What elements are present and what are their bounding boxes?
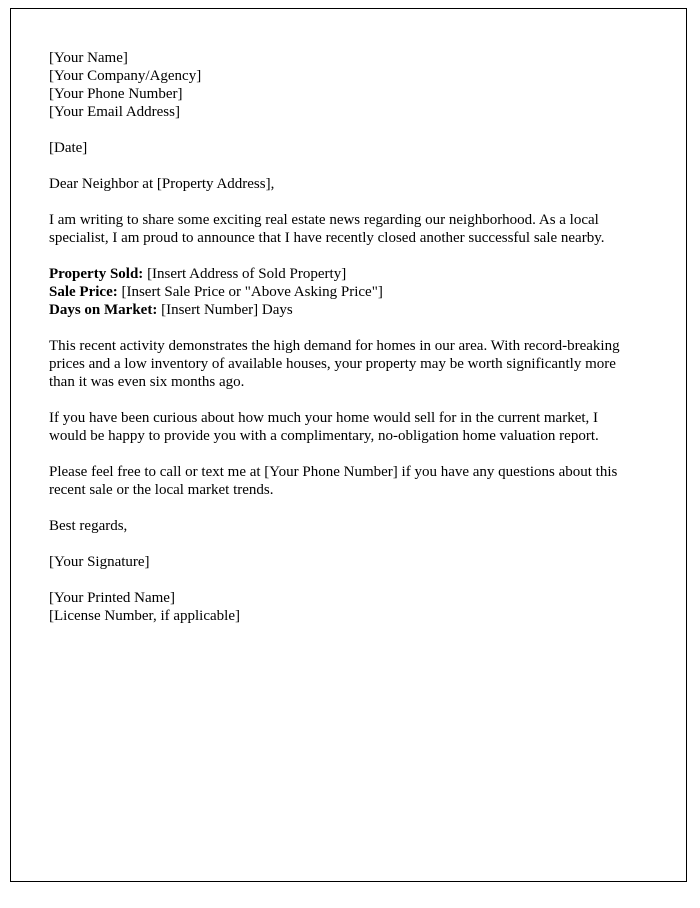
date-text: [Date] [49, 140, 88, 156]
sender-block [49, 49, 638, 121]
sale-details-block [49, 265, 638, 319]
paragraph-offer: If you have been curious about how much your home would sell for in the current market, I would be happy to provide you with a complimentary, no-obligation home valuation report. [49, 410, 599, 444]
detail-property-sold [49, 265, 638, 283]
sender-name: [Your Name] [49, 50, 128, 66]
printed-name: [Your Printed Name] [49, 590, 175, 606]
detail-sale-price-label: Sale Price: [49, 284, 118, 300]
license-number: [License Number, if applicable] [49, 608, 240, 624]
salutation-line [49, 175, 638, 193]
letter-page [10, 8, 687, 882]
detail-property-sold-label: Property Sold: [49, 266, 144, 282]
detail-property-sold-value: [Insert Address of Sold Property] [143, 266, 347, 282]
paragraph-contact: Please feel free to call or text me at [Your Phone Number] if you have any questions about this recent sale or the local market trends. [49, 464, 618, 498]
closing-text: Best regards, [49, 518, 128, 534]
sender-company: [Your Company/Agency] [49, 68, 202, 84]
signature-text: [Your Signature] [49, 554, 150, 570]
date-line [49, 139, 638, 157]
paragraph-intro: I am writing to share some exciting real estate news regarding our neighborhood. As a local specialist, I am proud to announce that I have recently closed another successful sale nearby. [49, 212, 605, 246]
closing-line [49, 517, 638, 535]
detail-days-on-market-value: [Insert Number] Days [157, 302, 293, 318]
footer-block [49, 589, 638, 625]
paragraph-demand: This recent activity demonstrates the high demand for homes in our area. With record-breaking prices and a low inventory of available houses, your property may be worth significantly more than it was even six months ago. [49, 338, 620, 390]
detail-sale-price [49, 283, 638, 301]
salutation-text: Dear Neighbor at [Property Address], [49, 176, 275, 192]
detail-sale-price-value: [Insert Sale Price or "Above Asking Price"] [117, 284, 383, 300]
detail-days-on-market [49, 301, 638, 319]
signature-line [49, 553, 638, 571]
sender-phone: [Your Phone Number] [49, 86, 183, 102]
detail-days-on-market-label: Days on Market: [49, 302, 158, 318]
sender-email: [Your Email Address] [49, 104, 180, 120]
letter-body [49, 49, 638, 625]
